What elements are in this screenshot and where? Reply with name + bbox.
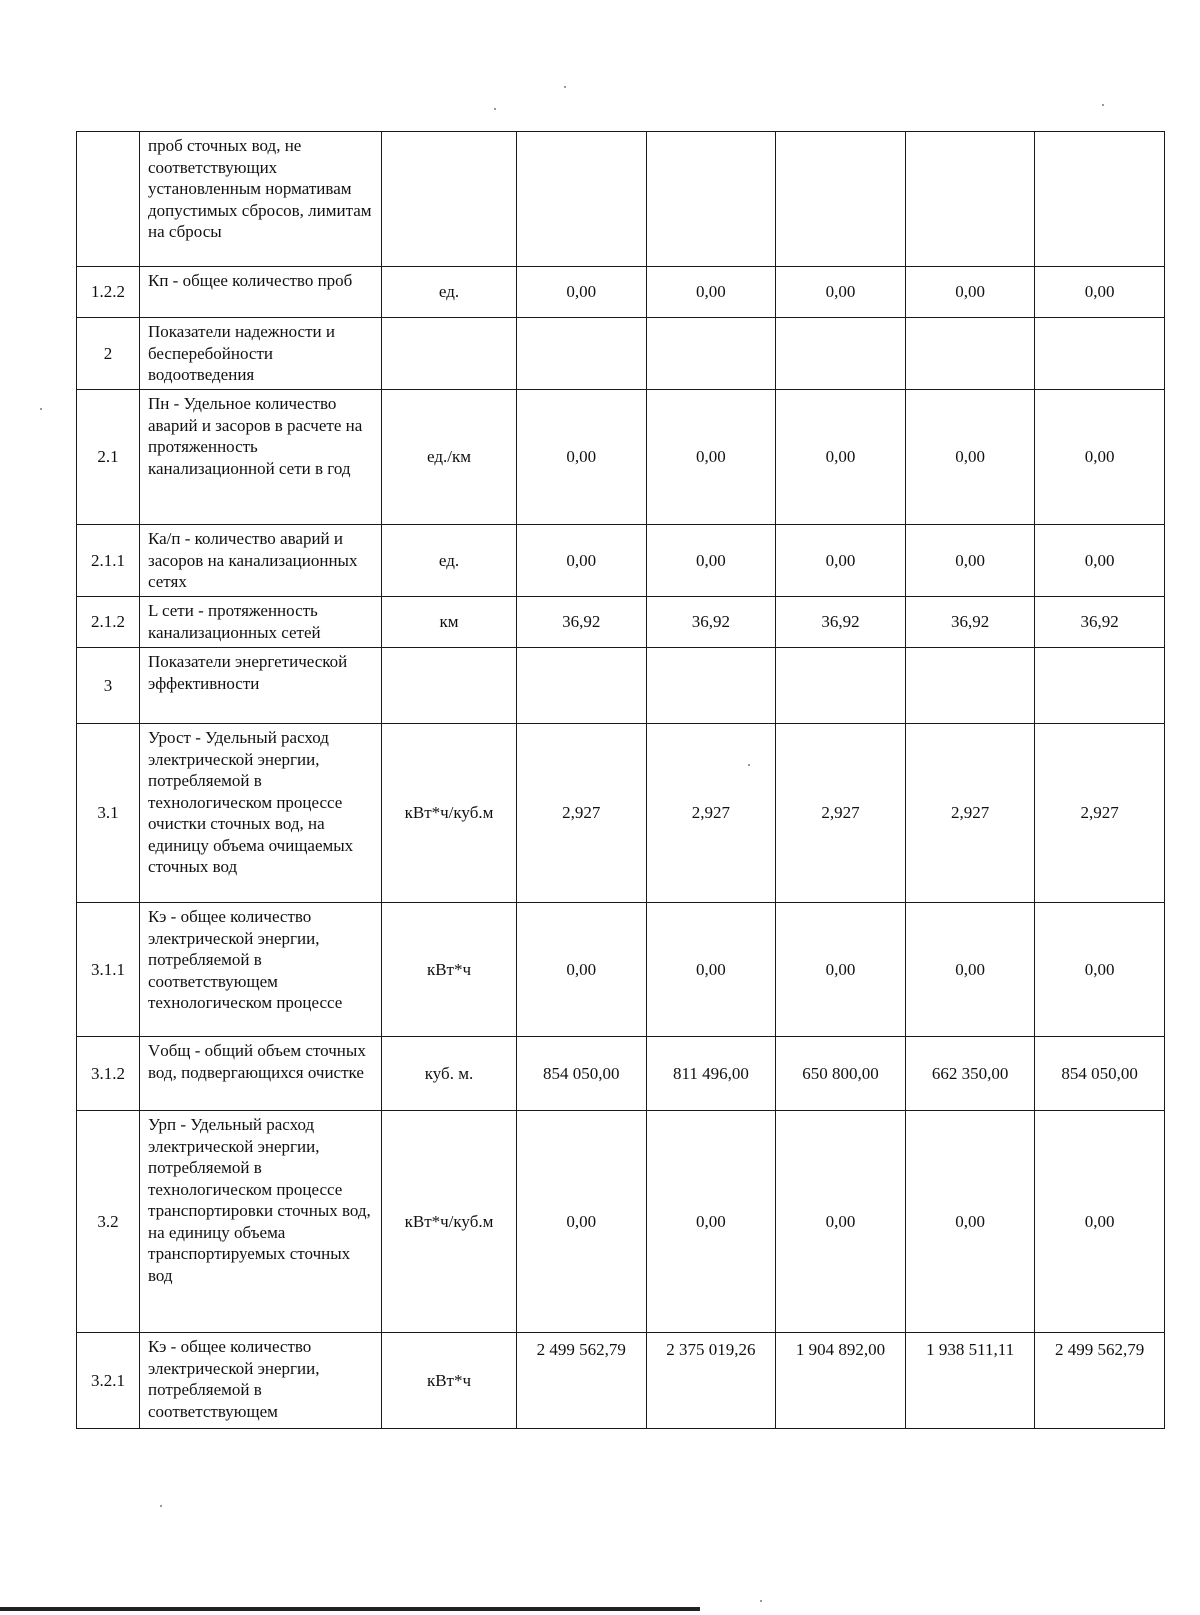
scan-speck xyxy=(564,86,566,88)
value-cell: 36,92 xyxy=(646,597,776,648)
value-cell xyxy=(776,132,906,267)
value-cell: 662 350,00 xyxy=(905,1037,1035,1111)
value-cell: 0,00 xyxy=(646,1111,776,1333)
value-cell: 0,00 xyxy=(1035,903,1165,1037)
table-row xyxy=(77,903,1165,1037)
row-number-cell: 2 xyxy=(77,318,140,390)
unit-cell xyxy=(382,318,517,390)
value-cell: 2,927 xyxy=(776,724,906,903)
unit-cell xyxy=(382,132,517,267)
unit-cell: кВт*ч xyxy=(382,1333,517,1429)
table-row xyxy=(77,1111,1165,1333)
row-number-cell xyxy=(77,132,140,267)
table-row xyxy=(77,267,1165,318)
value-cell: 0,00 xyxy=(776,267,906,318)
table-row xyxy=(77,525,1165,597)
value-cell: 2,927 xyxy=(905,724,1035,903)
value-cell: 0,00 xyxy=(905,903,1035,1037)
value-cell: 0,00 xyxy=(905,267,1035,318)
table-row xyxy=(77,132,1165,267)
indicator-description: Кэ - общее количество электрической энергии, потребляемой в соответствующем xyxy=(140,1333,382,1429)
value-cell: 0,00 xyxy=(1035,267,1165,318)
value-cell xyxy=(517,648,647,724)
value-cell xyxy=(1035,132,1165,267)
value-cell: 36,92 xyxy=(776,597,906,648)
table-row xyxy=(77,724,1165,903)
value-cell: 0,00 xyxy=(1035,525,1165,597)
indicator-description: проб сточных вод, не соответствующих установленным нормативам допустимых сбросов, лимитам на сбросы xyxy=(140,132,382,267)
indicator-description: Vобщ - общий объем сточных вод, подвергающихся очистке xyxy=(140,1037,382,1111)
row-number-cell: 1.2.2 xyxy=(77,267,140,318)
scan-speck xyxy=(760,1600,762,1602)
row-number-cell: 2.1 xyxy=(77,390,140,525)
unit-cell: кВт*ч xyxy=(382,903,517,1037)
indicator-description: L сети - протяженность канализационных сетей xyxy=(140,597,382,648)
indicator-description: Кэ - общее количество электрической энергии, потребляемой в соответствующем технологическом процессе xyxy=(140,903,382,1037)
unit-cell: ед. xyxy=(382,267,517,318)
value-cell xyxy=(1035,318,1165,390)
value-cell: 0,00 xyxy=(646,390,776,525)
scan-edge-line xyxy=(0,1607,700,1611)
value-cell: 811 496,00 xyxy=(646,1037,776,1111)
value-cell: 0,00 xyxy=(1035,1111,1165,1333)
value-cell: 2,927 xyxy=(646,724,776,903)
value-cell: 854 050,00 xyxy=(1035,1037,1165,1111)
value-cell: 2 375 019,26 xyxy=(646,1333,776,1429)
value-cell: 854 050,00 xyxy=(517,1037,647,1111)
unit-cell: ед. xyxy=(382,525,517,597)
value-cell xyxy=(905,132,1035,267)
value-cell: 650 800,00 xyxy=(776,1037,906,1111)
table-row xyxy=(77,1037,1165,1111)
value-cell: 0,00 xyxy=(517,525,647,597)
value-cell: 2 499 562,79 xyxy=(1035,1333,1165,1429)
unit-cell: кВт*ч/куб.м xyxy=(382,1111,517,1333)
value-cell: 0,00 xyxy=(776,390,906,525)
value-cell xyxy=(646,318,776,390)
scan-speck xyxy=(748,764,750,766)
value-cell: 0,00 xyxy=(776,525,906,597)
scan-speck xyxy=(494,108,496,110)
value-cell: 36,92 xyxy=(517,597,647,648)
value-cell xyxy=(1035,648,1165,724)
row-number-cell: 3 xyxy=(77,648,140,724)
value-cell xyxy=(517,318,647,390)
indicator-description: Урп - Удельный расход электрической энергии, потребляемой в технологическом процессе транспортировки сточных вод, на единицу объема транспортируемых сточных вод xyxy=(140,1111,382,1333)
value-cell: 1 904 892,00 xyxy=(776,1333,906,1429)
scan-speck xyxy=(160,1505,162,1507)
value-cell: 1 938 511,11 xyxy=(905,1333,1035,1429)
value-cell: 36,92 xyxy=(1035,597,1165,648)
table-row xyxy=(77,1333,1165,1429)
unit-cell: куб. м. xyxy=(382,1037,517,1111)
value-cell: 0,00 xyxy=(646,525,776,597)
row-number-cell: 2.1.2 xyxy=(77,597,140,648)
value-cell xyxy=(905,648,1035,724)
unit-cell xyxy=(382,648,517,724)
table-row xyxy=(77,318,1165,390)
value-cell: 0,00 xyxy=(1035,390,1165,525)
indicators-table xyxy=(76,131,1165,1429)
indicator-description: Показатели энергетической эффективности xyxy=(140,648,382,724)
table-row xyxy=(77,597,1165,648)
value-cell: 0,00 xyxy=(646,267,776,318)
value-cell: 2 499 562,79 xyxy=(517,1333,647,1429)
unit-cell: кВт*ч/куб.м xyxy=(382,724,517,903)
value-cell: 0,00 xyxy=(517,267,647,318)
indicator-description: Урост - Удельный расход электрической энергии, потребляемой в технологическом процессе очистки сточных вод, на единицу объема очищаемых сточных вод xyxy=(140,724,382,903)
value-cell xyxy=(517,132,647,267)
indicator-description: Пн - Удельное количество аварий и засоров в расчете на протяженность канализационной сети в год xyxy=(140,390,382,525)
table-row xyxy=(77,648,1165,724)
row-number-cell: 3.2.1 xyxy=(77,1333,140,1429)
unit-cell: ед./км xyxy=(382,390,517,525)
value-cell xyxy=(776,648,906,724)
row-number-cell: 3.1 xyxy=(77,724,140,903)
row-number-cell: 3.2 xyxy=(77,1111,140,1333)
value-cell: 0,00 xyxy=(646,903,776,1037)
value-cell: 36,92 xyxy=(905,597,1035,648)
indicator-description: Показатели надежности и бесперебойности водоотведения xyxy=(140,318,382,390)
scan-speck xyxy=(1102,104,1104,106)
row-number-cell: 3.1.2 xyxy=(77,1037,140,1111)
unit-cell: км xyxy=(382,597,517,648)
value-cell: 2,927 xyxy=(1035,724,1165,903)
row-number-cell: 3.1.1 xyxy=(77,903,140,1037)
value-cell: 0,00 xyxy=(517,390,647,525)
value-cell: 0,00 xyxy=(905,1111,1035,1333)
value-cell: 0,00 xyxy=(776,903,906,1037)
row-number-cell: 2.1.1 xyxy=(77,525,140,597)
indicator-description: Кп - общее количество проб xyxy=(140,267,382,318)
value-cell xyxy=(776,318,906,390)
value-cell: 0,00 xyxy=(517,903,647,1037)
indicator-description: Ка/п - количество аварий и засоров на канализационных сетях xyxy=(140,525,382,597)
value-cell: 0,00 xyxy=(905,390,1035,525)
value-cell xyxy=(646,132,776,267)
table-row xyxy=(77,390,1165,525)
value-cell xyxy=(646,648,776,724)
value-cell: 0,00 xyxy=(776,1111,906,1333)
value-cell: 0,00 xyxy=(517,1111,647,1333)
value-cell: 2,927 xyxy=(517,724,647,903)
value-cell xyxy=(905,318,1035,390)
value-cell: 0,00 xyxy=(905,525,1035,597)
scan-speck xyxy=(40,408,42,410)
